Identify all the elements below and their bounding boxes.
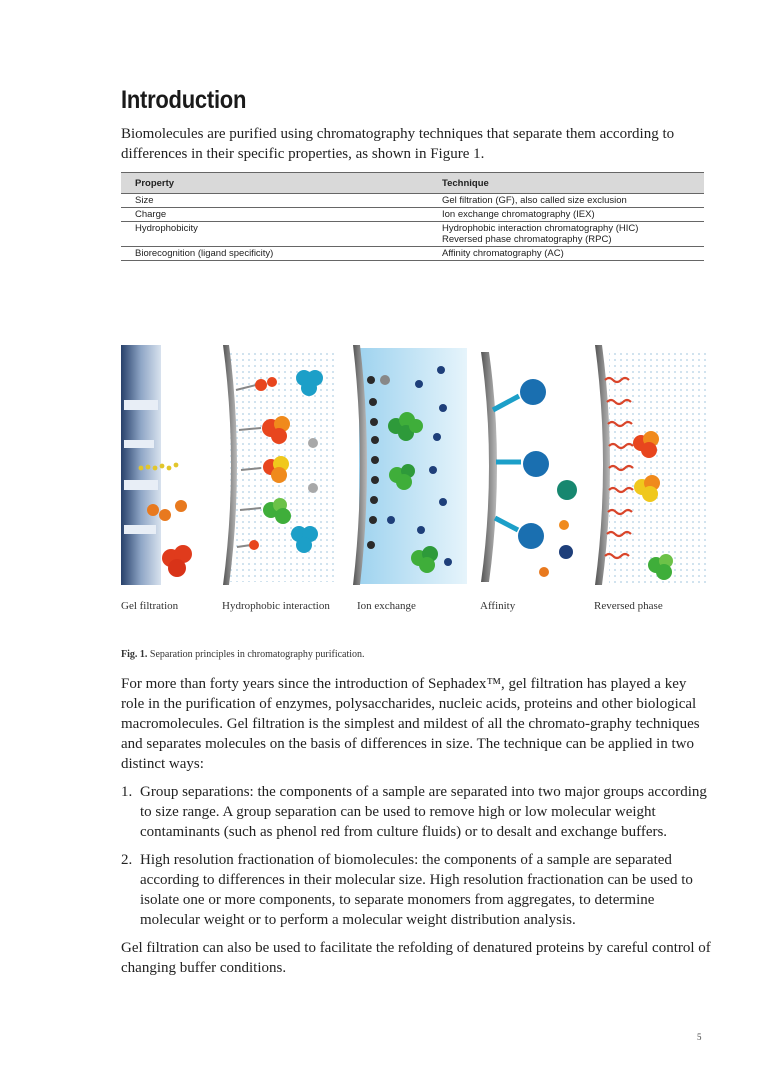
list-item-text: Group separations: the components of a sample are separated into two major groups according to size range. A group separation can be used to remove high or low molecular weight contaminants (such as phenol red from culture fluids) or to desalt and exchange buffers.	[140, 784, 707, 840]
list-item	[121, 782, 711, 842]
property-technique-table	[121, 172, 704, 261]
technique-cell	[428, 222, 704, 247]
figure-caption	[121, 649, 365, 660]
ion-exchange-panel	[353, 345, 467, 585]
body-text	[121, 674, 711, 986]
column-header-property: Property	[121, 173, 428, 194]
hydrophobic-interaction-panel	[223, 345, 335, 585]
page-number: 5	[697, 1032, 702, 1042]
list-item-text: High resolution fractionation of biomolecules: the components of a sample are separated according to differences in their molecular size. High resolution fractionation can be used to isolate one or more components, to separate monomers from aggregates, to determine molecular weight or to perform a molecular weight distribution analysis.	[140, 852, 693, 928]
chromatography-figure	[121, 340, 706, 595]
column-header-technique: Technique	[428, 173, 704, 194]
body-paragraph: Gel filtration can also be used to facilitate the refolding of denatured proteins by careful control of changing buffer conditions.	[121, 940, 711, 976]
technique-line: Hydrophobic interaction chromatography (HIC)	[442, 223, 639, 234]
panel-label-ion-exchange: Ion exchange	[357, 600, 416, 612]
technique-cell: Gel filtration (GF), also called size exclusion	[428, 194, 704, 208]
property-cell: Size	[121, 194, 428, 208]
figure-caption-text: Separation principles in chromatography purification.	[149, 649, 365, 660]
page-title: Introduction	[121, 86, 247, 114]
technique-cell: Ion exchange chromatography (IEX)	[428, 208, 704, 222]
table-row	[121, 247, 704, 261]
affinity-panel	[481, 352, 577, 582]
figure-caption-label: Fig. 1.	[121, 649, 148, 660]
gel-filtration-panel	[121, 345, 192, 585]
technique-line: Reversed phase chromatography (RPC)	[442, 234, 612, 245]
property-cell: Biorecognition (ligand specificity)	[121, 247, 428, 261]
panel-label-hydrophobic-interaction: Hydrophobic interaction	[222, 600, 330, 612]
table-header-row	[121, 173, 704, 194]
intro-paragraph: Biomolecules are purified using chromatography techniques that separate them according to differences in their specific properties, as shown in Figure 1.	[121, 126, 675, 162]
table-row	[121, 208, 704, 222]
panel-label-reversed-phase: Reversed phase	[594, 600, 663, 612]
list-item	[121, 850, 711, 930]
panel-label-gel-filtration: Gel filtration	[121, 600, 179, 612]
reversed-phase-panel	[595, 345, 706, 586]
table-row	[121, 222, 704, 247]
property-cell: Hydrophobicity	[121, 222, 428, 247]
list-item-number: 2.	[121, 852, 133, 868]
body-paragraph: For more than forty years since the introduction of Sephadex™, gel filtration has played a key role in the purification of enzymes, polysaccharides, nucleic acids, proteins and other biological macromolecules. Gel filtration is the simplest and mildest of all the chromato-graphy techniques and separates molecules on the basis of differences in size. The technique can be applied in two distinct ways:	[121, 676, 700, 772]
list-item-number: 1.	[121, 784, 133, 800]
property-cell: Charge	[121, 208, 428, 222]
table-row	[121, 194, 704, 208]
panel-label-affinity: Affinity	[480, 600, 516, 612]
technique-cell: Affinity chromatography (AC)	[428, 247, 704, 261]
figure-panel-labels	[0, 600, 771, 616]
